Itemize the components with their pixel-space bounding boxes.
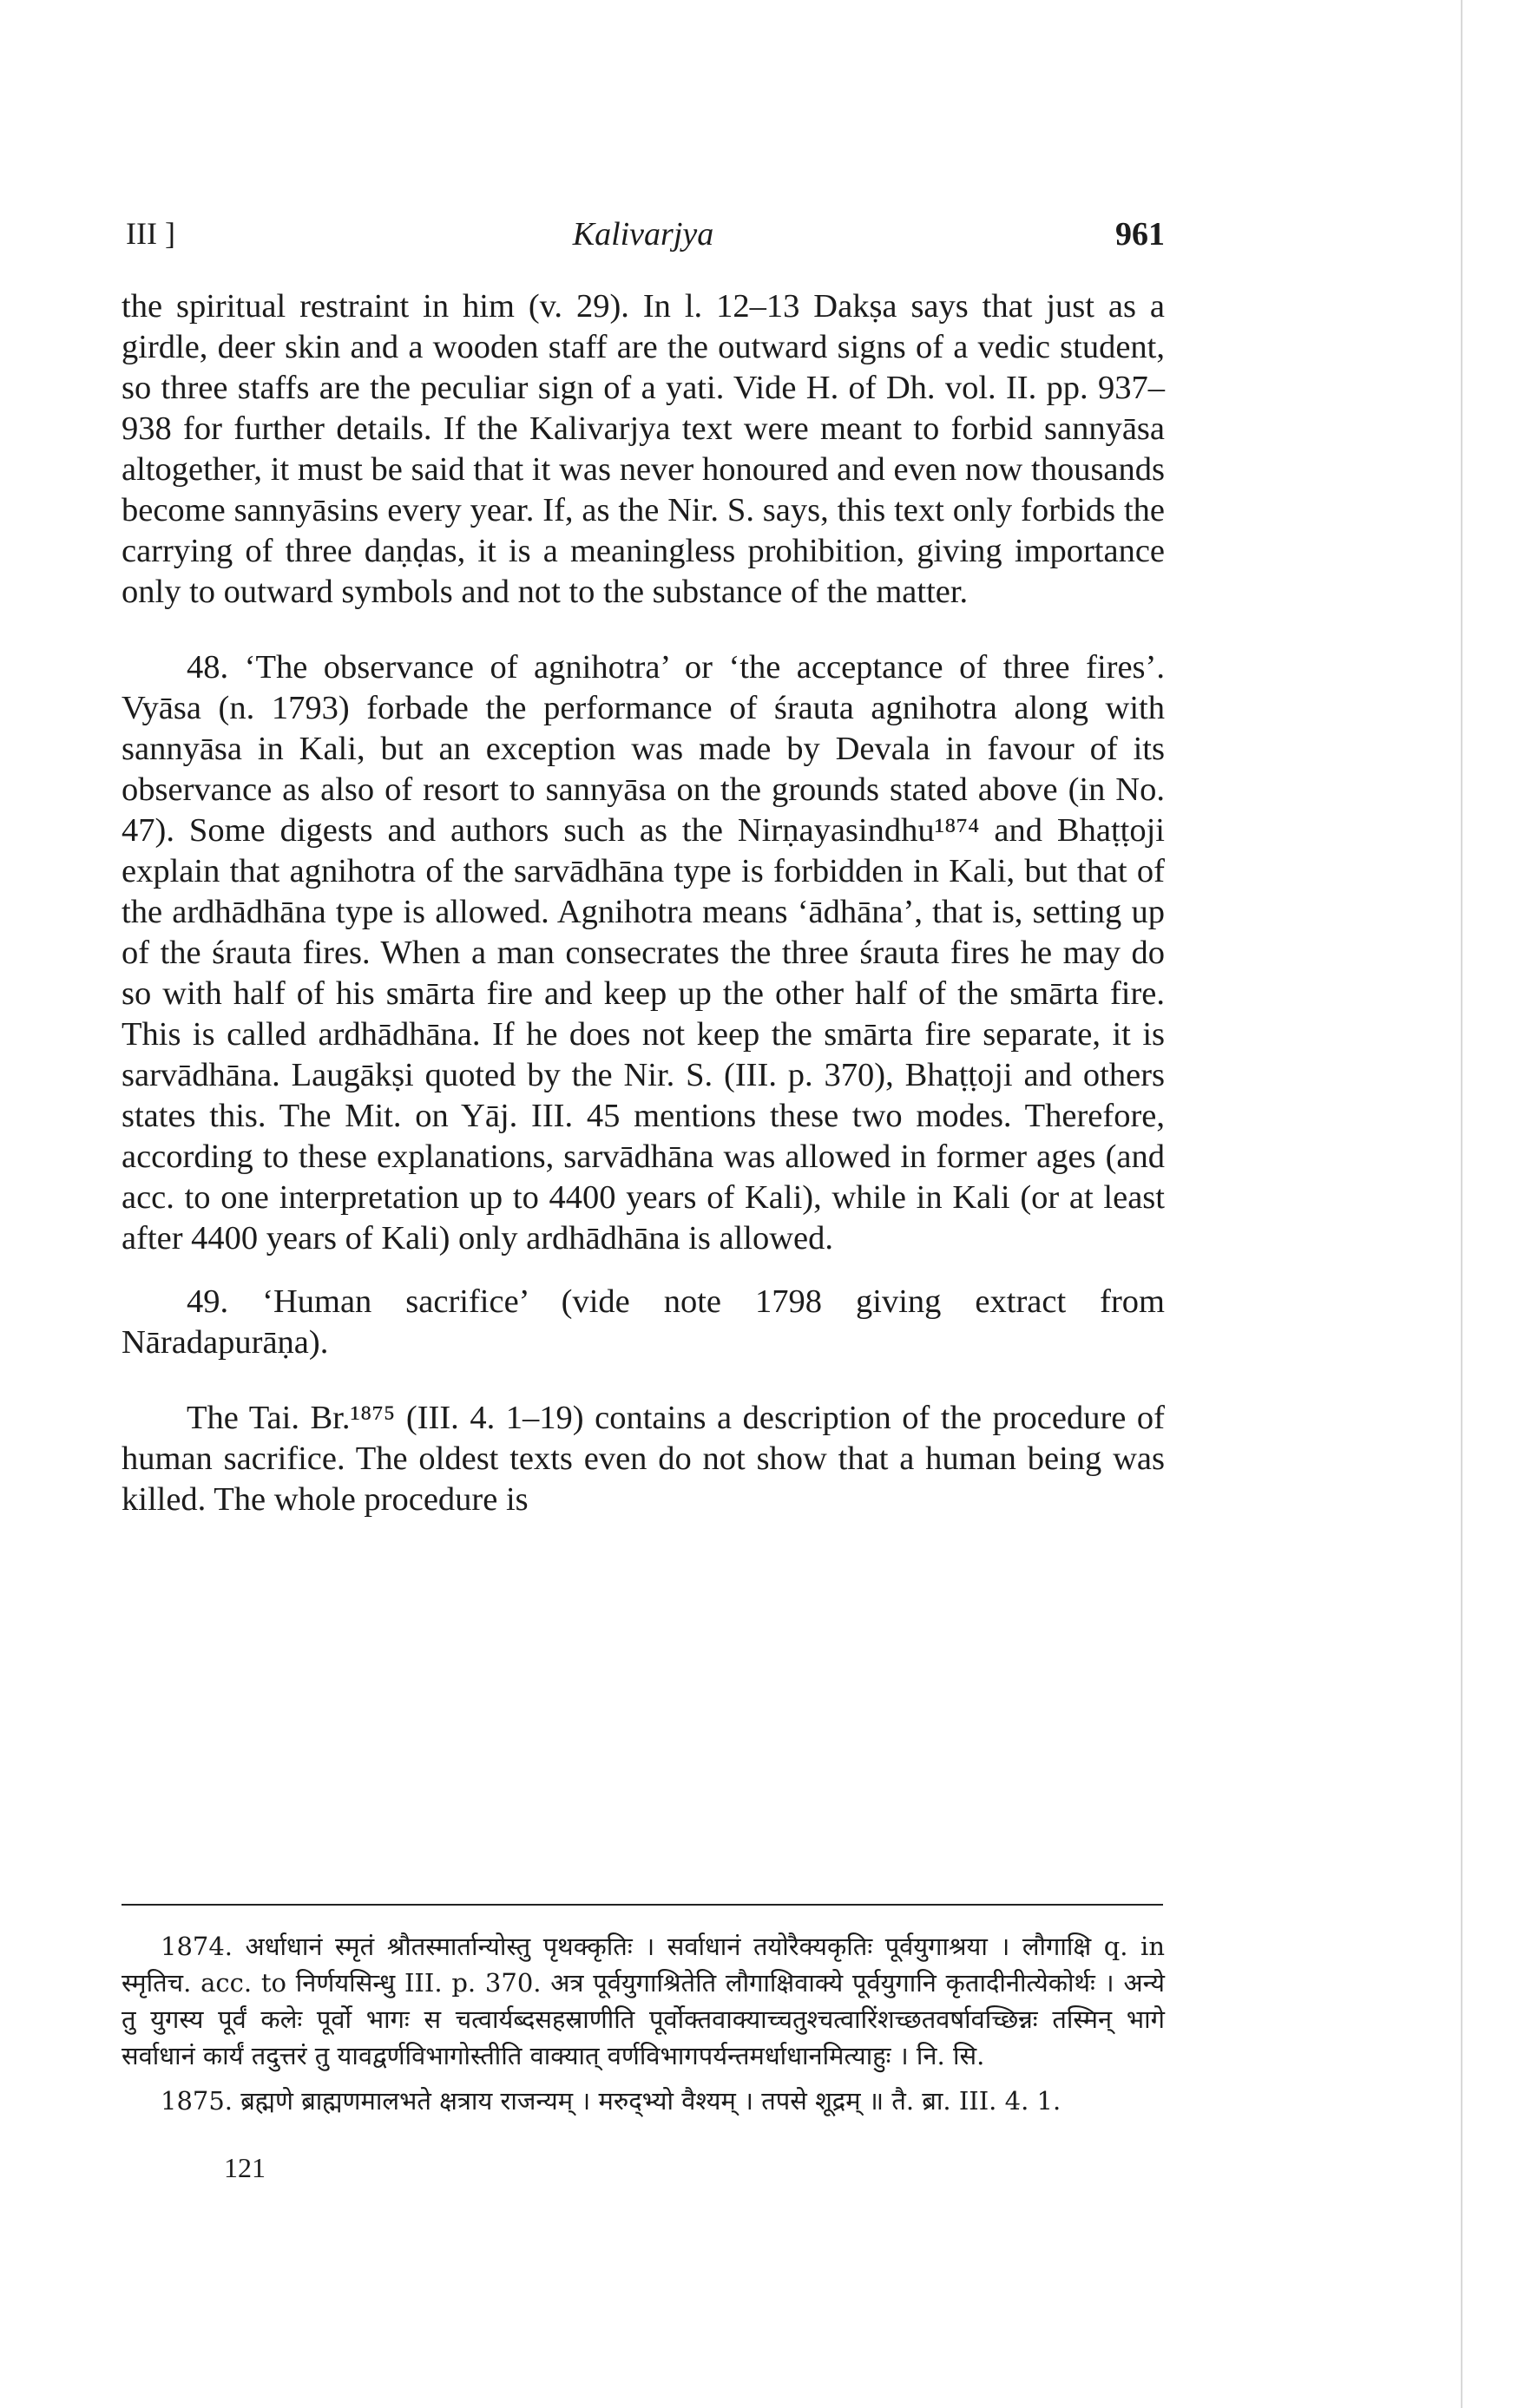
main-text <box>122 286 1165 1520</box>
running-header <box>122 215 1165 253</box>
paragraph-item-48: 48. ‘The observance of agnihotra’ or ‘the acceptance of three fires’. Vyāsa (n. 1793) forbade the performance of śrauta agnihotra along with sannyāsa in Kali, but an exception was made by Devala in favour of its observance as also of resort to sannyāsa on the grounds stated above (in No. 47). Some digests and authors such as the Nirṇayasindhu¹⁸⁷⁴ and Bhaṭṭoji explain that agnihotra of the sarvādhāna type is forbidden in Kali, but that of the ardhādhāna type is allowed. Agnihotra means ‘ādhāna’, that is, setting up of the śrauta fires. When a man consecrates the three śrauta fires he may do so with half of his smārta fire and keep up the other half of the smārta fire. This is called ardhādhāna. If he does not keep the smārta fire separate, it is sarvādhāna. Laugākṣi quoted by the Nir. S. (III. p. 370), Bhaṭṭoji and others states this. The Mit. on Yāj. III. 45 mentions these two modes. Therefore, according to these explanations, sarvādhāna was allowed in former ages (and acc. to one interpretation up to 4400 years of Kali), while in Kali (or at least after 4400 years of Kali) only ardhādhāna is allowed. <box>122 649 1165 1256</box>
footnote-1875: 1875. ब्रह्मणे ब्राह्मणमालभते क्षत्राय राजन्यम् । मरुद्भ्यो वैश्यम् । तपसे शूद्रम् ॥ तै. ब्रा. III. 4. 1. <box>161 2086 1061 2116</box>
chapter-marker: III ] <box>126 216 175 251</box>
paragraph-continuation: the spiritual restraint in him (v. 29). In l. 12–13 Dakṣa says that just as a girdle, deer skin and a wooden staff are the outward signs of a vedic student, so three staffs are the peculiar sign of a yati. Vide H. of Dh. vol. II. pp. 937–938 for further details. If the Kalivarjya text were meant to forbid sannyāsa altogether, it must be said that it was never honoured and even now thousands become sannyāsins every year. If, as the Nir. S. says, this text only forbids the carrying of three daṇḍas, it is a meaningless prohibition, giving importance only to outward symbols and not to the substance of the matter. <box>122 288 1165 610</box>
footnotes <box>122 1928 1165 2119</box>
scan-edge-line <box>1461 0 1462 2408</box>
footnote-divider <box>122 1904 1163 1906</box>
footnote-1874: 1874. अर्धाधानं स्मृतं श्रौतस्मार्तान्योस्तु पृथक्कृतिः । सर्वाधानं तयोरैक्यकृतिः पूर्वयुगाश्रया । लौगाक्षि q. in स्मृतिच. acc. to निर्णयसिन्धु III. p. 370. अत्र पूर्वयुगाश्रितेति लौगाक्षिवाक्ये पूर्वयुगानि कृतादीनीत्येकोर्थः । अन्ये तु युगस्य पूर्वं कलेः पूर्वो भागः स चत्वार्यब्दसहस्राणीति पूर्वोक्तवाक्याच्चतुश्चत्वारिंशच्छतवर्षावच्छिन्नः तस्मिन् भागे सर्वाधानं कार्यं तदुत्तरं तु यावद्वर्णविभागोस्तीति वाक्यात् वर्णविभागपर्यन्तमर्धाधानमित्याहुः । नि. सि. <box>122 1932 1165 2070</box>
signature-mark: 121 <box>224 2152 266 2183</box>
page-number: 961 <box>1115 216 1165 253</box>
paragraph-human-sacrifice: The Tai. Br.¹⁸⁷⁵ (III. 4. 1–19) contains a description of the procedure of human sacrifice. The oldest texts even do not show that a human being was killed. The whole procedure is <box>122 1400 1165 1518</box>
running-title: Kalivarjya <box>572 216 714 253</box>
paragraph-item-49: 49. ‘Human sacrifice’ (vide note 1798 giving extract from Nāradapurāṇa). <box>122 1283 1165 1361</box>
